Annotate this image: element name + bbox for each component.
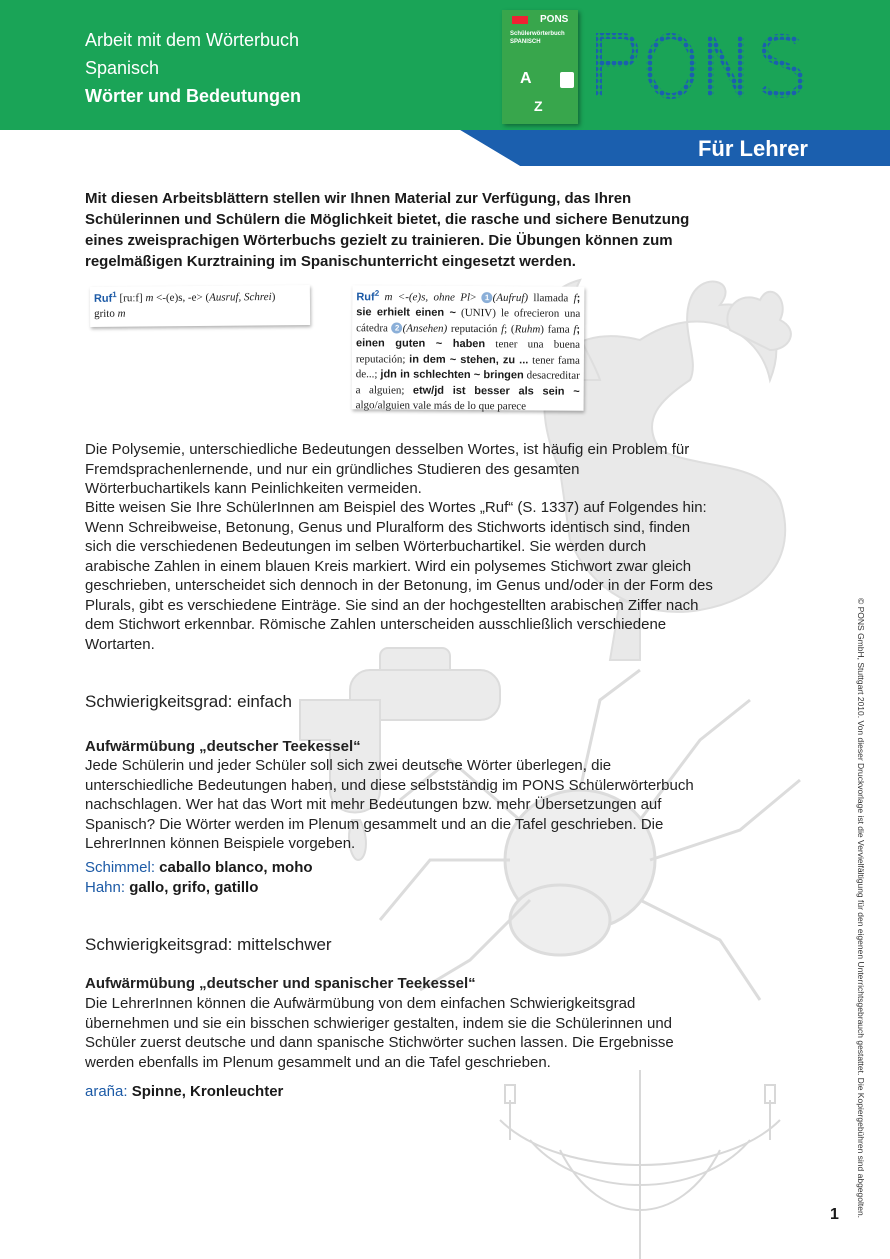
- page-number: 1: [830, 1206, 839, 1223]
- example-value: gallo, grifo, gatillo: [125, 879, 259, 896]
- section-heading-mittelschwer: Schwierigkeitsgrad: mittelschwer: [85, 935, 332, 954]
- header-topic: Wörter und Bedeutungen: [85, 86, 301, 106]
- example-key: araña:: [85, 1083, 128, 1100]
- copyright-notice: © PONS GmbH, Stuttgart 2010. Von dieser Druckvorlage ist die Vervielfältigung für den eigenen Unterrichtsgebrauch gestattet. Die Kopiergebühren sind abgegolten.: [856, 598, 866, 1219]
- header-banner: [0, 0, 890, 130]
- book-cover-logo: PONS: [540, 14, 569, 25]
- example-arana: [85, 1082, 283, 1102]
- section-heading-einfach: Schwierigkeitsgrad: einfach: [85, 692, 292, 711]
- header-series-title: Arbeit mit dem Wörterbuch: [85, 30, 300, 50]
- book-cover-letter-a: A: [520, 70, 532, 87]
- dictionary-entry-ruf1: Ruf$^1$ [ruːf] m <-(e)s, -e> (Ausruf, Schrei) grito m: [90, 285, 310, 327]
- paragraph-instructions: Bitte weisen Sie Ihre SchülerInnen am Beispiel des Wortes „Ruf“ (S. 1337) auf Folgendes hin: Wenn Schreibweise, Betonung, Genus und Pluralform des Stichworts identisch sind, finden sich die verschiedenen Bedeutungen im selben Wörterbuchartikel. Sie werden durch arabische Zahlen in einem blauen Kreis markiert. Wird ein polysemes Stichwort zwar gleich geschrieben, unterscheidet sich dennoch in der Betonung, im Genus und/oder in der Form des Plurals, gibt es verschiedene Einträge. Sie sind an der hochgestellten arabischen Ziffer nach dem Stichwort erkennbar. Römische Zahlen unterscheiden ausschließlich verschiedene Wortarten.: [85, 499, 713, 653]
- intro-paragraph: Mit diesen Arbeitsblättern stellen wir Ihnen Material zur Verfügung, das Ihren Schülerinnen und Schülern die Möglichkeit bietet, die rasche und sichere Benutzung eines zweisprachigen Wörterbuchs gezielt zu trainieren. Die Übungen können zum regelmäßigen Kurztraining im Spanischunterricht eingesetzt werden.: [85, 190, 690, 270]
- book-cover-letter-z: Z: [534, 98, 543, 114]
- book-cover-title: [510, 30, 565, 46]
- paragraph-polysemy: Die Polysemie, unterschiedliche Bedeutungen desselben Wortes, ist häufig ein Problem für Fremdsprachenlernende, und nur ein gründliches Studieren des gesamten Wörterbuchartikels kann Peinlichkeiten vermeiden.: [85, 441, 690, 497]
- example-hahn: [85, 878, 258, 898]
- pons-logo: [593, 30, 813, 100]
- book-cover-image: [502, 10, 578, 124]
- exercise-text-mittelschwer: Die LehrerInnen können die Aufwärmübung von dem einfachen Schwierigkeitsgrad übernehmen und sie ein bisschen schwieriger gestalten, indem sie die Schülerinnen und Schüler zuerst deutsche und dann spanische Stichwörter suchen lassen. Die Ergebnisse werden ebenfalls im Plenum gesammelt und an die Tafel geschrieben.: [85, 995, 674, 1071]
- example-key: Hahn:: [85, 879, 126, 896]
- sense-number-2: 2: [392, 322, 403, 333]
- entry-headword: Ruf$^2$: [356, 288, 380, 304]
- exercise-title-einfach: Aufwärmübung „deutscher Teekessel“: [85, 738, 361, 755]
- example-value: Spinne, Kronleuchter: [127, 1083, 284, 1100]
- book-cover-title-line1: Schülerwörterbuch: [510, 31, 565, 37]
- example-key: Schimmel:: [85, 859, 156, 876]
- exercise-title-mittelschwer: Aufwärmübung „deutscher und spanischer Teekessel“: [85, 975, 476, 992]
- header-language: Spanisch: [85, 58, 160, 78]
- book-cover-red-label: [512, 16, 528, 24]
- book-cover-sticker: [560, 72, 574, 88]
- audience-badge: Für Lehrer: [697, 136, 808, 161]
- example-value: caballo blanco, moho: [155, 859, 313, 876]
- exercise-text-einfach: Jede Schülerin und jeder Schüler soll sich zwei deutsche Wörter überlegen, die unterschiedliche Bedeutungen haben, und diese selbstständig im PONS Schülerwörterbuch nachschlagen. Wer hat das Wort mit mehr Bedeutungen bzw. mehr Übersetzungen auf Spanisch? Die Wörter werden im Plenum gesammelt und an die Tafel geschrieben. Die LehrerInnen können Beispiele vorgeben.: [85, 757, 694, 852]
- sense-number-1: 1: [482, 292, 493, 303]
- dictionary-entry-ruf2: Ruf$^2$ m <-(e)s, ohne Pl> 1 (Aufruf) llamada f; sie erhielt einen ~ (UNIV) le ofrecieron una cátedra 2 (Ansehen) reputación f; (Ruhm) fama f; einen guten ~ haben tener una buena reputación; in dem ~ stehen, zu ... tener fama de...; jdn in schlechten ~ bringen desacreditar a alguien; etw/jd ist besser als sein ~ algo/alguien vale más de lo que parece: [352, 285, 585, 411]
- header-titles: [85, 26, 301, 110]
- book-cover-title-line2: SPANISCH: [510, 39, 541, 45]
- entry-headword: Ruf$^1$: [93, 289, 117, 305]
- example-schimmel: [85, 858, 313, 878]
- chandelier-illustration: [500, 1070, 780, 1259]
